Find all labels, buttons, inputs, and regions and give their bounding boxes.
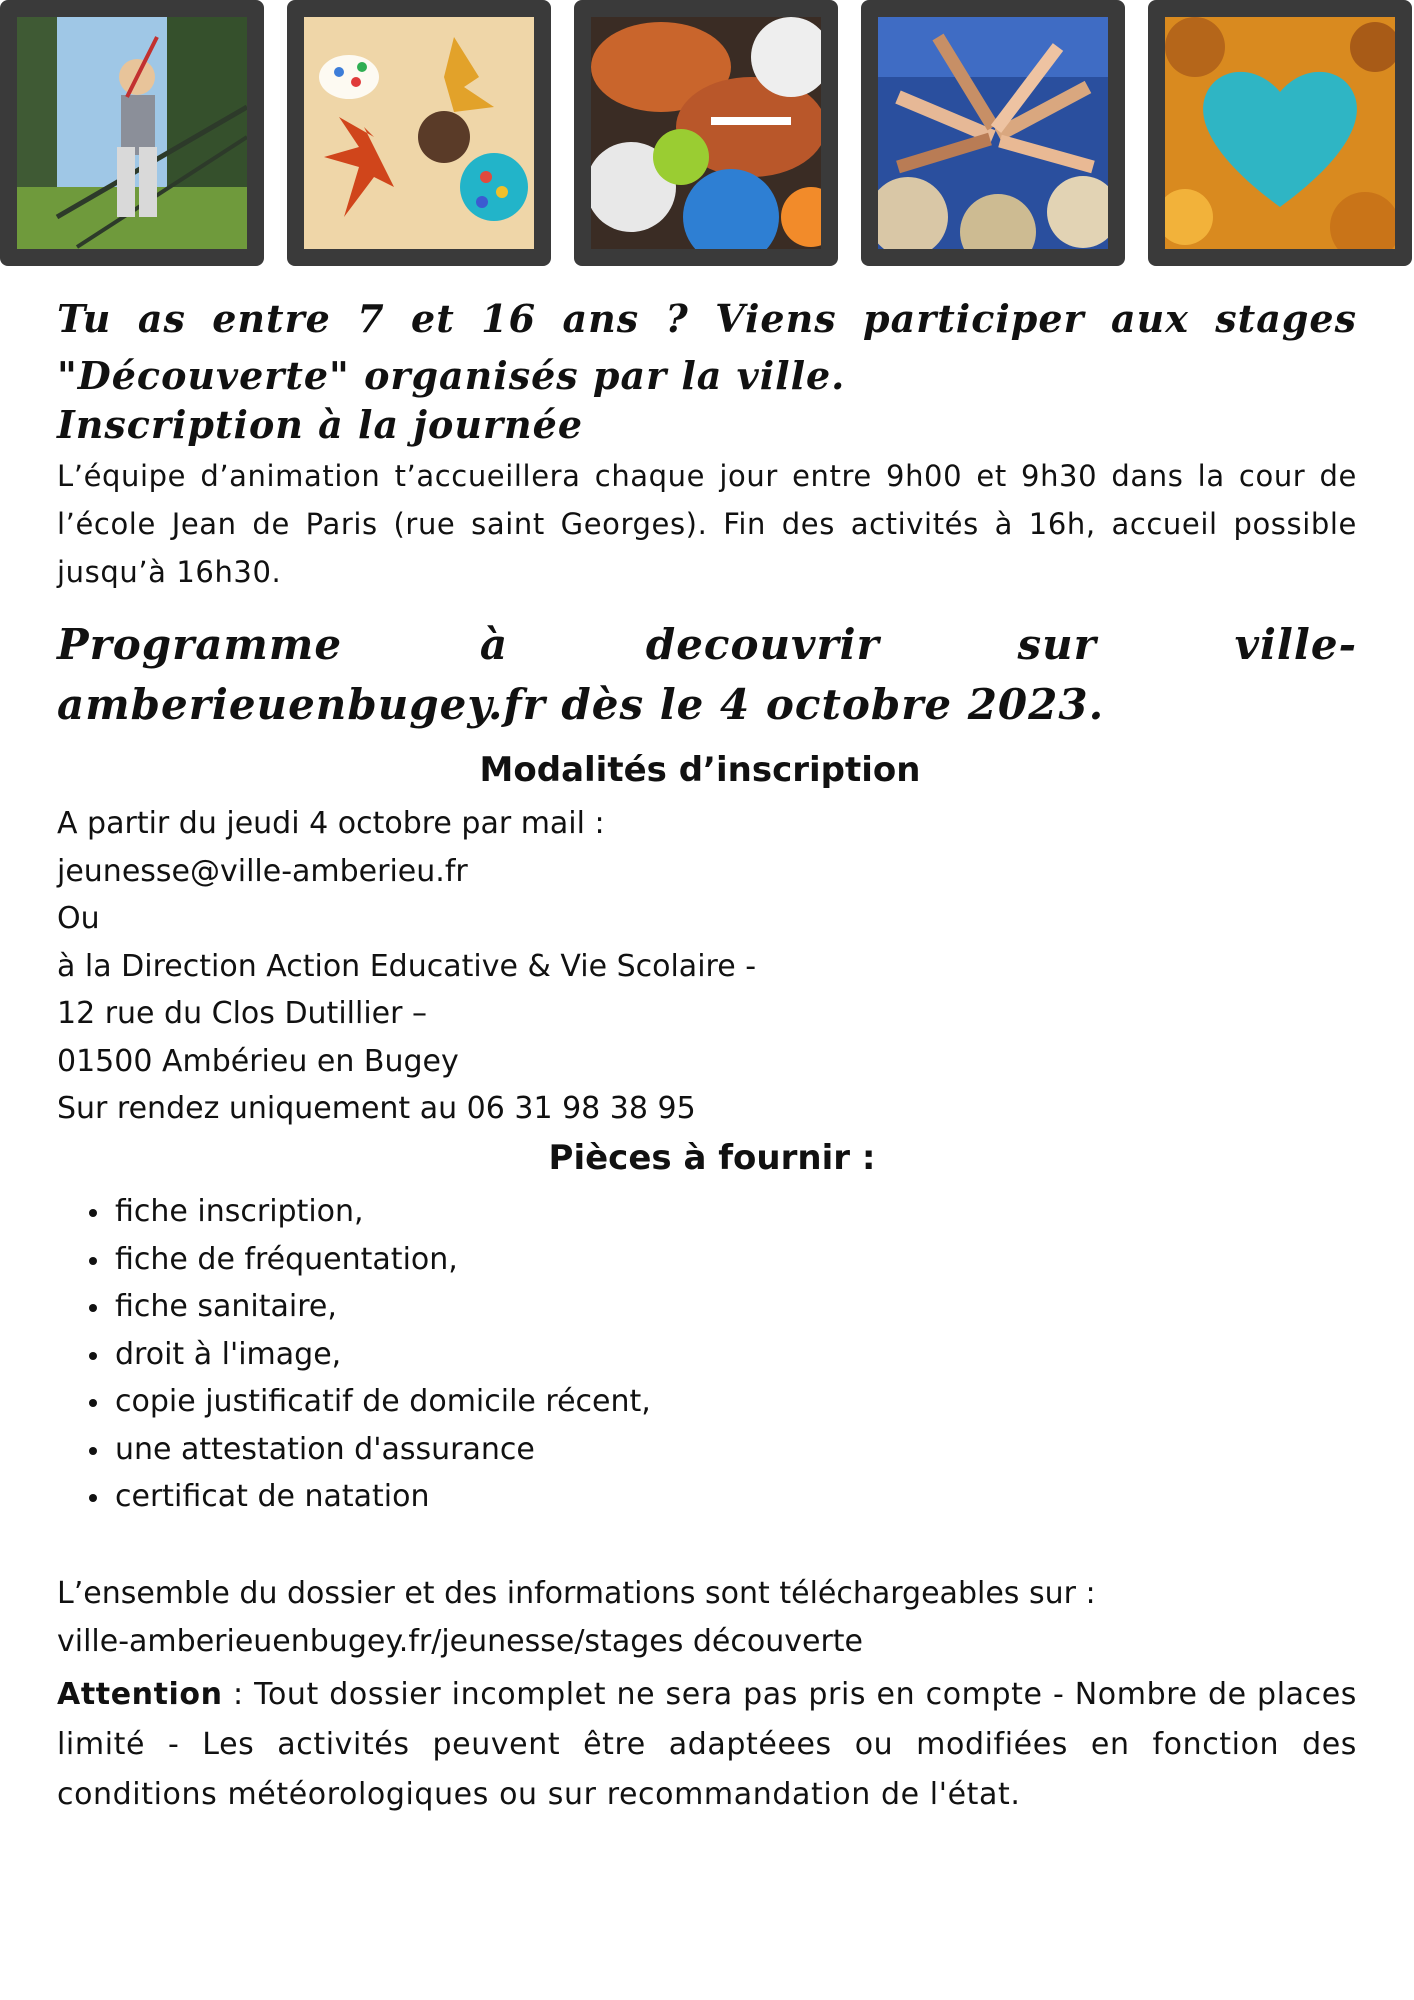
list-item: fiche sanitaire, — [57, 1283, 651, 1331]
modalites-line-date: A partir du jeudi 4 octobre par mail : — [57, 806, 605, 841]
zipline-child-photo — [0, 0, 264, 266]
autumn-painting-photo — [287, 0, 551, 266]
list-item: fiche de fréquentation, — [57, 1236, 651, 1284]
list-item: une attestation d'assurance — [57, 1426, 651, 1474]
pieces-title: Pièces à fournir : — [548, 1138, 876, 1178]
download-info — [57, 1570, 1096, 1666]
download-text: L’ensemble du dossier et des informations sont téléchargeables sur : — [57, 1576, 1096, 1611]
autumn-heart-photo — [1148, 0, 1412, 266]
inscription-paragraph: L’équipe d’animation t’accueillera chaque jour entre 9h00 et 9h30 dans la cour de l’école Jean de Paris (rue saint Georges). Fin des activités à 16h, accueil possible jusqu’à 16h30. — [57, 459, 1357, 589]
attention-label: Attention — [57, 1677, 223, 1712]
inscription-heading: Inscription à la journée — [57, 402, 584, 447]
modalites-line-email[interactable]: jeunesse@ville-amberieu.fr — [57, 853, 468, 889]
modalites-title: Modalités d’inscription — [479, 750, 921, 790]
download-link[interactable]: ville-amberieuenbugey.fr/jeunesse/stages découverte — [57, 1624, 864, 1659]
pieces-list — [57, 1188, 651, 1521]
photo-strip — [0, 0, 1414, 266]
attention-text: : Tout dossier incomplet ne sera pas pris en compte - Nombre de places limité - Les activités peuvent être adaptéees ou modifiées en fonction des conditions météorologiques ou sur recommandation de l'état. — [57, 1677, 1357, 1812]
modalites-line-city: 01500 Ambérieu en Bugey — [57, 1043, 459, 1079]
programme-announcement: Programme à decouvrir sur ville-amberieuenbugey.fr dès le 4 octobre 2023. — [57, 620, 1357, 729]
list-item: certificat de natation — [57, 1473, 651, 1521]
list-item: fiche inscription, — [57, 1188, 651, 1236]
modalites-line-or: Ou — [57, 901, 100, 936]
intro-heading: Tu as entre 7 et 16 ans ? Viens participer aux stages "Découverte" organisés par la ville. — [57, 296, 1357, 398]
team-hands-photo — [861, 0, 1125, 266]
list-item: copie justificatif de domicile récent, — [57, 1378, 651, 1426]
modalites-line-street: 12 rue du Clos Dutillier – — [57, 996, 427, 1031]
modalites-details — [57, 800, 756, 1133]
modalites-line-phone: Sur rendez uniquement au 06 31 98 38 95 — [57, 1091, 696, 1126]
modalites-line-direction: à la Direction Action Educative & Vie Scolaire - — [57, 948, 757, 984]
sports-balls-photo — [574, 0, 838, 266]
attention-notice — [57, 1670, 1357, 1820]
list-item: droit à l'image, — [57, 1331, 651, 1379]
